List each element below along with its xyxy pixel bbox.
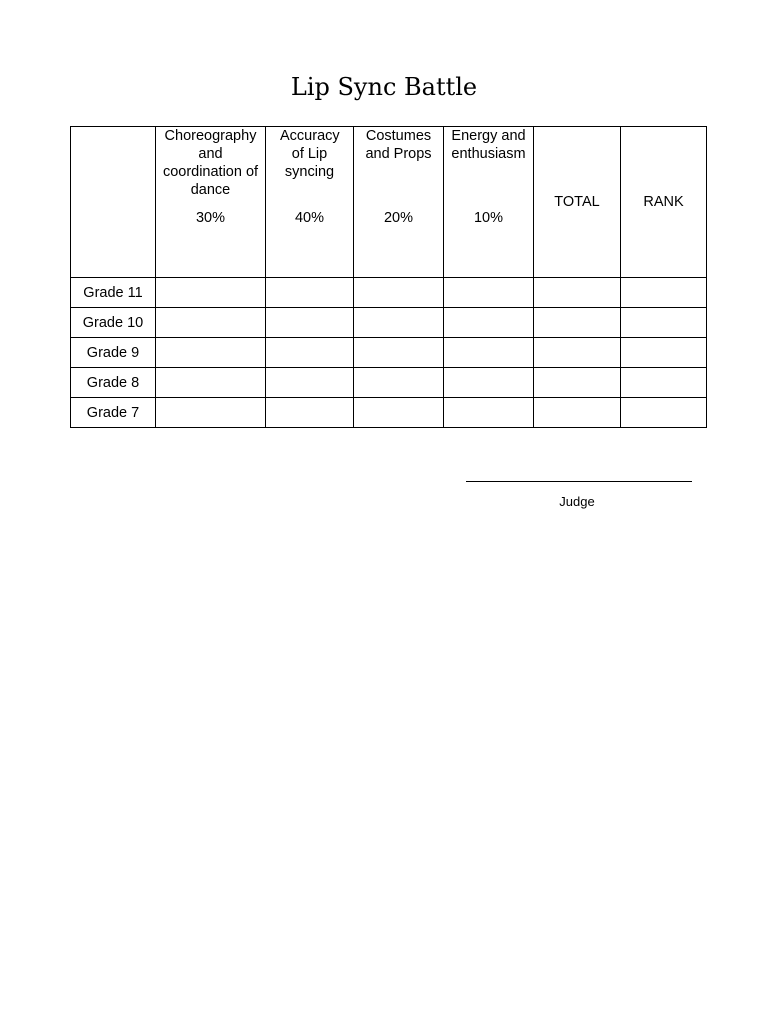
score-cell[interactable] [354,308,444,338]
score-cell[interactable] [266,308,354,338]
criterion-weight: 20% [383,210,414,226]
criterion-label: Accuracy of Lip syncing [280,128,340,180]
rank-cell[interactable] [621,308,707,338]
criterion-label: Costumes and Props [365,128,432,162]
header-row [71,127,707,278]
criterion-label: Choreography and coordination of dance [162,128,259,198]
score-cell[interactable] [156,338,266,368]
score-cell[interactable] [266,338,354,368]
total-cell[interactable] [534,308,621,338]
total-cell[interactable] [534,368,621,398]
total-cell[interactable] [534,338,621,368]
criterion-energy-header [444,127,534,278]
total-cell[interactable] [534,398,621,428]
table-row [71,368,707,398]
criterion-accuracy-header [266,127,354,278]
rank-cell[interactable] [621,278,707,308]
total-cell[interactable] [534,278,621,308]
table-row [71,278,707,308]
rank-cell[interactable] [621,368,707,398]
rank-header: RANK [621,127,707,278]
criterion-weight: 30% [195,210,226,226]
score-cell[interactable] [156,398,266,428]
score-cell[interactable] [444,338,534,368]
grade-label: Grade 10 [71,308,156,338]
score-cell[interactable] [354,338,444,368]
score-cell[interactable] [354,278,444,308]
score-cell[interactable] [444,368,534,398]
score-table [70,126,707,428]
page-title: Lip Sync Battle [290,73,478,101]
table-row [71,398,707,428]
grade-label: Grade 11 [71,278,156,308]
score-cell[interactable] [444,398,534,428]
rank-cell[interactable] [621,338,707,368]
grade-label: Grade 9 [71,338,156,368]
score-cell[interactable] [156,308,266,338]
score-cell[interactable] [156,368,266,398]
score-cell[interactable] [266,398,354,428]
score-cell[interactable] [156,278,266,308]
score-cell[interactable] [444,308,534,338]
score-cell[interactable] [354,368,444,398]
grade-label: Grade 8 [71,368,156,398]
grade-label: Grade 7 [71,398,156,428]
rank-cell[interactable] [621,398,707,428]
total-header: TOTAL [534,127,621,278]
score-cell[interactable] [354,398,444,428]
criterion-weight: 40% [294,210,325,226]
criterion-costumes-header [354,127,444,278]
score-cell[interactable] [266,278,354,308]
score-cell[interactable] [266,368,354,398]
blank-corner-cell [71,127,156,278]
table-row [71,308,707,338]
criterion-label: Energy and enthusiasm [451,128,526,162]
score-cell[interactable] [444,278,534,308]
judge-signature-caption: Judge [559,494,595,509]
criterion-weight: 10% [473,210,504,226]
table-row [71,338,707,368]
criterion-choreography-header [156,127,266,278]
judge-signature-line[interactable] [466,481,692,482]
